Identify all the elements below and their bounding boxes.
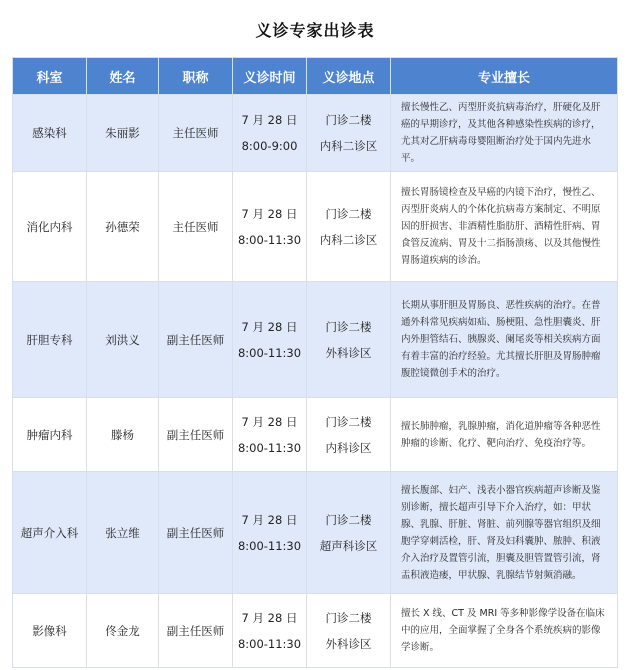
- hours-text: 8:00-11:30: [237, 345, 302, 360]
- header-specialty: 专业擅长: [391, 58, 618, 95]
- place-floor-text: 门诊二楼: [325, 206, 372, 221]
- cell-rank: 副主任医师: [159, 282, 233, 398]
- table-row: [13, 172, 618, 282]
- date-text: 7 月 28 日: [241, 319, 298, 334]
- cell-specialty: 擅长 X 线、CT 及 MRI 等多种影像学设备在临床中的应用，全面掌握了全身各个系统疾病的影像学诊断。: [391, 594, 618, 668]
- cell-specialty: 擅长腹部、妇产、浅表小器官疾病超声诊断及鉴别诊断，擅长超声引导下介入治疗，如：甲状腺、乳腺、肝脏、肾脏、前列腺等器官组织及细胞学穿刺活检，肝、肾及妇科囊肿、脓肿、积液介入治疗及置管引流，胆囊及胆管置管引流，肾盂积液造瘘，甲状腺、乳腺结节射频消融。: [391, 472, 618, 594]
- cell-specialty: 擅长肺肿瘤，乳腺肿瘤，消化道肿瘤等各种恶性肿瘤的诊断、化疗、靶向治疗、免疫治疗等。: [391, 398, 618, 472]
- cell-place: [307, 172, 391, 282]
- header-name: 姓名: [87, 58, 159, 95]
- cell-specialty: 擅长慢性乙、丙型肝炎抗病毒治疗，肝硬化及肝癌的早期诊疗，及其他各种感染性疾病的诊疗，尤其对乙肝病毒母婴阻断治疗处于国内先进水平。: [391, 95, 618, 172]
- place-floor-text: 门诊二楼: [325, 512, 372, 527]
- cell-time: [233, 95, 307, 172]
- date-text: 7 月 28 日: [241, 414, 298, 429]
- cell-rank: 副主任医师: [159, 472, 233, 594]
- hours-text: 8:00-11:30: [237, 636, 302, 651]
- cell-rank: 副主任医师: [159, 594, 233, 668]
- date-text: 7 月 28 日: [241, 206, 298, 221]
- cell-specialty: 长期从事肝胆及胃肠良、恶性疾病的治疗。在普通外科常见疾病如疝、肠梗阻、急性胆囊炎、肝内外胆管结石、胰腺炎、阑尾炎等相关疾病方面有着丰富的治疗经验。尤其擅长肝胆及胃肠肿瘤腹腔镜微创手术的治疗。: [391, 282, 618, 398]
- cell-rank: 主任医师: [159, 172, 233, 282]
- cell-place: [307, 594, 391, 668]
- cell-dept: 影像科: [13, 594, 87, 668]
- cell-place: [307, 95, 391, 172]
- cell-time: [233, 594, 307, 668]
- cell-dept: 肝胆专科: [13, 282, 87, 398]
- cell-name: 滕杨: [87, 398, 159, 472]
- cell-rank: 副主任医师: [159, 398, 233, 472]
- cell-place: [307, 398, 391, 472]
- cell-place: [307, 472, 391, 594]
- table-row: [13, 398, 618, 472]
- cell-name: 张立维: [87, 472, 159, 594]
- place-floor-text: 门诊二楼: [325, 414, 372, 429]
- cell-name: 朱丽影: [87, 95, 159, 172]
- clinic-schedule-table: [12, 57, 618, 668]
- header-rank: 职称: [159, 58, 233, 95]
- cell-name: 佟金龙: [87, 594, 159, 668]
- cell-time: [233, 172, 307, 282]
- date-text: 7 月 28 日: [241, 113, 298, 127]
- cell-rank: 主任医师: [159, 95, 233, 172]
- cell-dept: 感染科: [13, 95, 87, 172]
- cell-specialty: 擅长胃肠镜检查及早癌的内镜下治疗，慢性乙、丙型肝炎病人的个体化抗病毒方案制定、不明原因的肝损害、非酒精性脂肪肝、酒精性肝病、胃食管反流病、胃及十二指肠溃疡、以及其他慢性胃肠道疾病的诊治。: [391, 172, 618, 282]
- place-area-text: 超声科诊区: [319, 538, 378, 553]
- table-row: [13, 95, 618, 172]
- date-text: 7 月 28 日: [241, 610, 298, 625]
- hours-text: 8:00-11:30: [237, 232, 302, 247]
- place-area-text: 外科诊区: [325, 636, 372, 651]
- cell-dept: 超声介入科: [13, 472, 87, 594]
- place-area-text: 内科二诊区: [319, 232, 378, 247]
- place-floor-text: 门诊二楼: [325, 319, 372, 334]
- place-area-text: 内科诊区: [325, 440, 372, 455]
- date-text: 7 月 28 日: [241, 512, 298, 527]
- hours-text: 8:00-11:30: [237, 440, 302, 455]
- cell-time: [233, 282, 307, 398]
- table-row: [13, 594, 618, 668]
- cell-name: 孙德荣: [87, 172, 159, 282]
- place-floor-text: 门诊二楼: [325, 610, 372, 625]
- cell-dept: 消化内科: [13, 172, 87, 282]
- place-floor-text: 门诊二楼: [325, 113, 372, 127]
- header-place: 义诊地点: [307, 58, 391, 95]
- header-dept: 科室: [13, 58, 87, 95]
- cell-name: 刘洪义: [87, 282, 159, 398]
- cell-time: [233, 398, 307, 472]
- hours-text: 8:00-9:00: [241, 139, 298, 153]
- cell-time: [233, 472, 307, 594]
- cell-place: [307, 282, 391, 398]
- place-area-text: 外科诊区: [325, 345, 372, 360]
- header-time: 义诊时间: [233, 58, 307, 95]
- page-title: 义诊专家出诊表: [255, 21, 375, 40]
- table-header-row: [13, 58, 618, 95]
- hours-text: 8:00-11:30: [237, 538, 302, 553]
- table-row: [13, 472, 618, 594]
- place-area-text: 内科二诊区: [319, 139, 378, 153]
- cell-dept: 肿瘤内科: [13, 398, 87, 472]
- table-row: [13, 282, 618, 398]
